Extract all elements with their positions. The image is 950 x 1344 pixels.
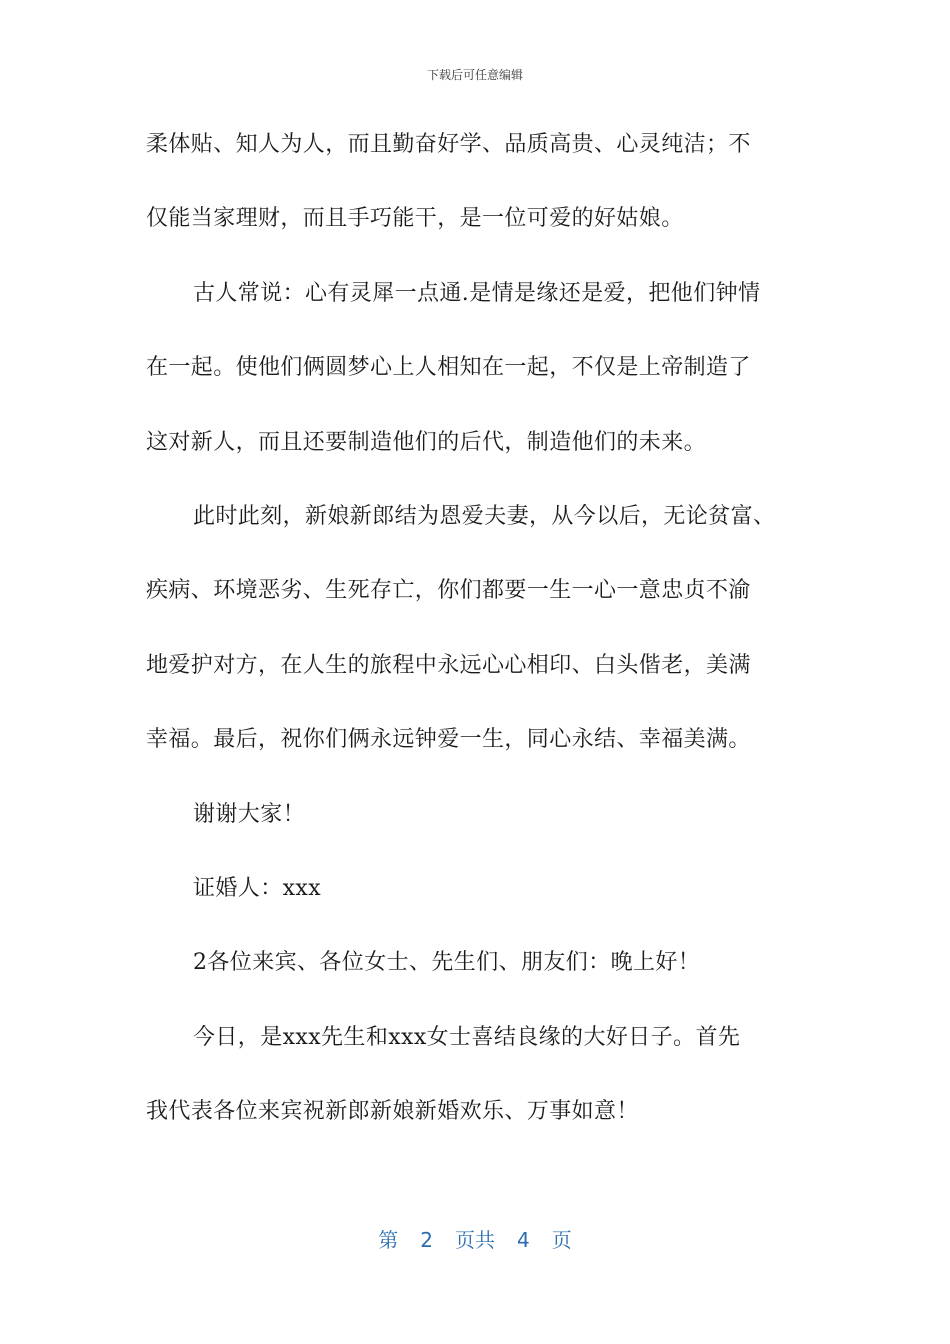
footer-prefix: 第 <box>378 1228 399 1252</box>
body-line: 2各位来宾、各位女士、先生们、朋友们：晚上好！ <box>193 950 701 976</box>
body-line: 在一起。使他们俩圆梦心上人相知在一起，不仅是上帝制造了 <box>146 355 751 381</box>
footer-page-number: 2 <box>420 1228 433 1252</box>
body-line: 仅能当家理财，而且手巧能干，是一位可爱的好姑娘。 <box>146 206 684 232</box>
body-line: 我代表各位来宾祝新郎新娘新婚欢乐、万事如意！ <box>146 1099 639 1125</box>
body-line: 今日，是xxx先生和xxx女士喜结良缘的大好日子。首先 <box>193 1024 741 1050</box>
body-line: 幸福。最后，祝你们俩永远钟爱一生，同心永结、幸福美满。 <box>146 727 751 753</box>
footer-suffix: 页 <box>551 1228 572 1252</box>
footer-middle: 页共 <box>455 1228 495 1252</box>
body-line: 古人常说：心有灵犀一点通.是情是缘还是爱，把他们钟情 <box>193 280 761 306</box>
body-line: 谢谢大家！ <box>193 801 306 827</box>
body-line: 疾病、环境恶劣、生死存亡，你们都要一生一心一意忠贞不渝 <box>146 578 751 604</box>
body-line: 柔体贴、知人为人，而且勤奋好学、品质高贵、心灵纯洁；不 <box>146 132 751 157</box>
body-line: 此时此刻，新娘新郎结为恩爱夫妻，从今以后，无论贫富、 <box>193 503 776 529</box>
document-body <box>146 120 806 1161</box>
body-line: 地爱护对方，在人生的旅程中永远心心相印、白头偕老，美满 <box>146 652 751 678</box>
body-line: 这对新人，而且还要制造他们的后代，制造他们的未来。 <box>146 429 707 455</box>
page-header: 下载后可任意编辑 <box>426 68 523 82</box>
body-line: 证婚人：xxx <box>193 875 322 901</box>
page-footer <box>0 1224 950 1253</box>
footer-total-pages: 4 <box>517 1228 530 1252</box>
